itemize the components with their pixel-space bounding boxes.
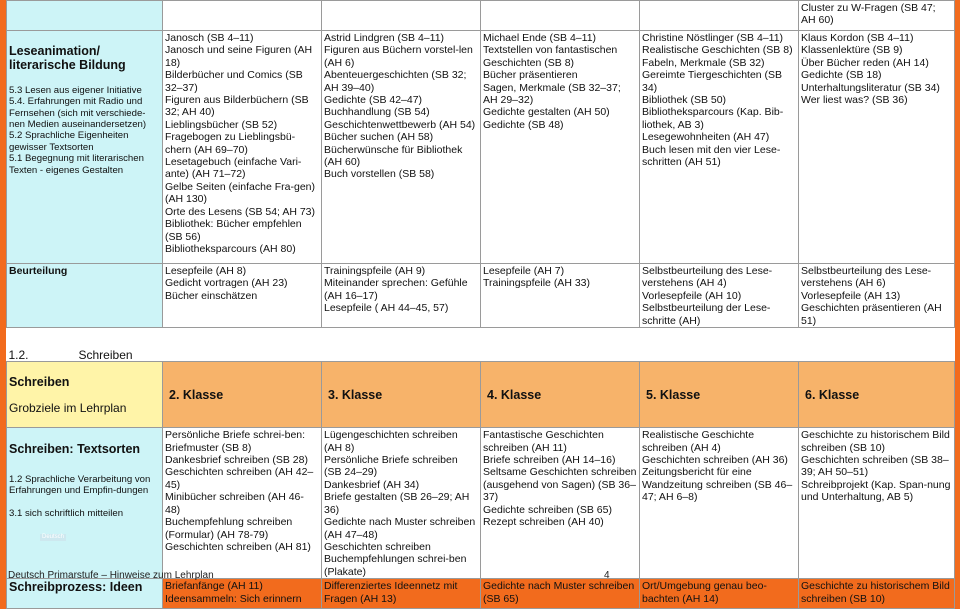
cell-class-5: Ort/Umgebung genau beo-bachten (AH 14) (640, 579, 799, 609)
header-subject (7, 362, 163, 428)
section-heading (7, 328, 955, 362)
row-header (7, 579, 163, 609)
section-number: 1.2. (8, 347, 29, 362)
row-header-title: Beurteilung (9, 265, 68, 277)
table-header-row (7, 362, 955, 428)
section-heading-row (7, 328, 955, 362)
cell-class-3: Differenziertes Ideennetz mit Fragen (AH 13) (322, 579, 481, 609)
cell-class-4: Fantastische Geschichten schreiben (AH 11) Briefe schreiben (AH 14–16) Seltsame Geschichten schreiben (ausgehend von Sagen) (SB 36–37) Gedichte schreiben (SB 65) Rezept schreiben (AH 40) (481, 428, 640, 579)
cell-class-6: Geschichte zu historischem Bild schreiben (SB 10) Geschichten schreiben (SB 38–39; AH 50–51) Schreibprojekt (Kap. Span-nung und Unterhaltung, AB 5) (799, 428, 955, 579)
header-class-5: 5. Klasse (640, 362, 799, 428)
cell-class-5: Selbstbeurteilung des Lese-verstehens (AH 4) Vorlesepfeile (AH 10) Selbstbeurteilung der Lese-schritte (AH) (640, 264, 799, 328)
table-row-schreibprozess (7, 579, 955, 609)
footer-title: Deutsch Primarstufe – Hinweise zum Lehrplan (8, 570, 214, 581)
cell-class-4: Michael Ende (SB 4–11) Textstellen von fantastischen Geschichten (SB 8) Bücher präsentieren Sagen, Merkmale (SB 32–37; AH 29–32) Gedichte gestalten (AH 50) Gedichte (SB 48) (481, 31, 640, 264)
cell-class-4: Lesepfeile (AH 7) Trainingspfeile (AH 33) (481, 264, 640, 328)
header-title: Schreiben (9, 375, 70, 390)
header-class-3: 3. Klasse (322, 362, 481, 428)
table-row-beurteilung (7, 264, 955, 328)
header-class-6: 6. Klasse (799, 362, 955, 428)
header-subtitle: Grobziele im Lehrplan (9, 400, 127, 415)
header-class-2: 2. Klasse (163, 362, 322, 428)
table-row (7, 1, 955, 31)
cell-class-3: Astrid Lindgren (SB 4–11) Figuren aus Büchern vorstel-len (AH 6) Abenteuergeschichten (SB 32; AH 39–40) Gedichte (SB 42–47) Buchhandlung (SB 54) Geschichtenwettbewerb (AH 54) Bücher suchen (AH 58) Bücherwünsche für Bibliothek (AH 60) Buch vorstellen (SB 58) (322, 31, 481, 264)
cell-class-2: Persönliche Briefe schrei-ben: Briefmuster (SB 8) Dankesbrief schreiben (SB 28) Geschichten schreiben (AH 42–45) Minibücher schreiben (AH 46-48) Buchempfehlung schreiben (Formular) (AH 78-79) Geschichten schreiben (AH 81) (163, 428, 322, 579)
cell-class-2: Briefanfänge (AH 11) Ideensammeln: Sich erinnern (163, 579, 322, 609)
cell-empty (163, 1, 322, 31)
section-title: Schreiben (78, 347, 133, 362)
row-header (7, 428, 163, 579)
cell-class-6: Klaus Kordon (SB 4–11) Klassenlektüre (SB 9) Über Bücher reden (AH 14) Gedichte (SB 18) Unterhaltungsliteratur (SB 34) Wer liest was? (SB 36) (799, 31, 955, 264)
cell-empty (7, 1, 163, 31)
cell-class-6: Geschichte zu historischem Bild schreiben (SB 10) (799, 579, 955, 609)
cell-class-2: Janosch (SB 4–11) Janosch und seine Figuren (AH 18) Bilderbücher und Comics (SB 32–37) Figuren aus Bilderbüchern (SB 32; AH 40) Lieblingsbücher (SB 52) Fragebogen zu Lieblingsbü-chern (AH 69–70) Lesetagebuch (einfache Vari-ante) (AH 71–72) Gelbe Seiten (einfache Fra-gen) (AH 130) Orte des Lesens (SB 54; AH 73) Bibliothek: Bücher empfehlen (SB 56) Bibliotheksparcours (AH 80) (163, 31, 322, 264)
row-header-title: Schreibprozess: Ideen (9, 580, 143, 595)
document-page (6, 0, 954, 605)
curriculum-table (6, 0, 955, 609)
row-header-title: Leseanimation/ literarische Bildung (9, 44, 126, 73)
cell-class-5: Realistische Geschichte schreiben (AH 4) Geschichten schreiben (AH 36) Zeitungsbericht für eine Wandzeitung schreiben (SB 46–47; AH 6–8) (640, 428, 799, 579)
cell-class-5: Christine Nöstlinger (SB 4–11) Realistische Geschichten (SB 8) Fabeln, Merkmale (SB 32) Gereimte Tiergeschichten (SB 34) Bibliothek (SB 50) Bibliotheksparcours (Kap. Bib-liothek, AB 3) Lesegewohnheiten (AH 47) Buch lesen mit den vier Lese-schritten (AH 51) (640, 31, 799, 264)
cell-class-6: Selbstbeurteilung des Lese-verstehens (AH 6) Vorlesepfeile (AH 13) Geschichten präsentieren (AH 51) (799, 264, 955, 328)
cell-text: Cluster zu W-Fragen (SB 47; AH 60) (799, 1, 955, 31)
row-header (7, 31, 163, 264)
cell-class-3: Lügengeschichten schreiben (AH 8) Persönliche Briefe schreiben (SB 24–29) Dankesbrief (AH 34) Briefe gestalten (SB 26–29; AH 36) Gedichte nach Muster schreiben (AH 47–48) Geschichten schreiben Buchempfehlungen schrei-ben (Plakate) (322, 428, 481, 579)
watermark-stamp: Deutsch (42, 534, 65, 540)
page-footer (6, 570, 954, 581)
cell-class-4: Gedichte nach Muster schreiben (SB 65) (481, 579, 640, 609)
cell-empty (322, 1, 481, 31)
cell-class-2: Lesepfeile (AH 8) Gedicht vortragen (AH 23) Bücher einschätzen (163, 264, 322, 328)
header-class-4: 4. Klasse (481, 362, 640, 428)
table-row-textsorten (7, 428, 955, 579)
row-header-goals: 1.2 Sprachliche Verarbeitung von Erfahrungen und Empfin-dungen 3.1 sich schriftlich mitteilen (9, 474, 151, 520)
cell-empty (481, 1, 640, 31)
cell-class-3: Trainingspfeile (AH 9) Miteinander sprechen: Gefühle (AH 16–17) Lesepfeile ( AH 44–45, 57) (322, 264, 481, 328)
cell-empty (640, 1, 799, 31)
page-number: 4 (604, 570, 610, 581)
row-header-goals: 5.3 Lesen aus eigener Initiative 5.4. Erfahrungen mit Radio und Fernsehen (sich mit verschiede-nen Medien auseinandersetzen) 5.2 Sprachliche Eigenheiten gewisser Textsorten 5.1 Begegnung mit literarischen Texten - eigenes Gestalten (9, 84, 147, 176)
table-row-leseanimation (7, 31, 955, 264)
row-header (7, 264, 163, 328)
row-header-title: Schreiben: Textsorten (9, 441, 141, 456)
